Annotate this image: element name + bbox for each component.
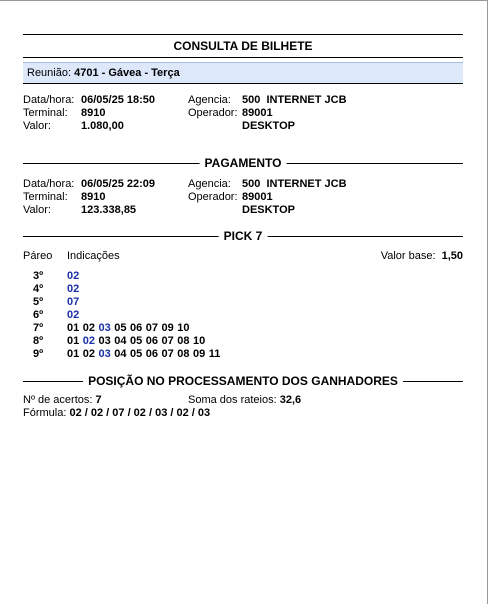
pick-row-pareo: 9º: [33, 348, 44, 360]
indicacao-number: 02: [67, 309, 80, 321]
pagamento-terminal-label: Terminal:: [23, 191, 68, 203]
bilhete-operador-label: Operador:: [188, 107, 238, 119]
indicacao-number: 07: [67, 296, 80, 308]
posicao-section-header: [23, 374, 463, 388]
indicacao-number: 03: [98, 335, 111, 347]
title-bottom-rule: [23, 57, 463, 58]
valor-base: [381, 250, 463, 263]
bilhete-terminal: 8910: [81, 107, 106, 119]
indicacao-number: 10: [193, 335, 206, 347]
reuniao-label: Reunião:: [27, 67, 72, 79]
indicacao-number: 06: [145, 335, 158, 347]
pick-section-header: [23, 229, 463, 243]
soma-rateios: [188, 394, 301, 407]
indicacao-number: 01: [67, 348, 80, 360]
indicacao-number: 05: [130, 348, 143, 360]
indicacao-number: 07: [161, 348, 174, 360]
pagamento-valor: 123.338,85: [81, 204, 137, 216]
pagamento-valor-label: Valor:: [23, 204, 51, 216]
indicacao-number: 02: [67, 270, 80, 282]
bilhete-agencia: 500 INTERNET JCB: [242, 94, 347, 106]
acertos-value: 7: [95, 394, 102, 406]
window-top-border: [0, 0, 488, 1]
pagamento-operador-label: Operador:: [188, 191, 238, 203]
pagamento-datahora: 06/05/25 22:09: [81, 178, 156, 190]
indicacao-number: 08: [177, 335, 190, 347]
pagamento-terminal: 8910: [81, 191, 106, 203]
indicacao-number: 09: [193, 348, 206, 360]
indicacao-number: 02: [82, 348, 95, 360]
soma-value: 32,6: [279, 394, 302, 406]
indicacao-number: 04: [114, 348, 127, 360]
pick-row-pareo: 7º: [33, 322, 44, 334]
pagamento-canal: DESKTOP: [242, 204, 295, 216]
pareo-column-header: Páreo: [23, 250, 53, 262]
posicao-title: POSIÇÃO NO PROCESSAMENTO DOS GANHADORES: [83, 374, 403, 388]
bilhete-agencia-label: Agencia:: [188, 94, 231, 106]
bilhete-valor: 1.080,00: [81, 120, 124, 132]
pagamento-agencia-label: Agencia:: [188, 178, 231, 190]
indicacao-number: 09: [161, 322, 174, 334]
bilhete-valor-label: Valor:: [23, 120, 51, 132]
indicacao-number: 07: [161, 335, 174, 347]
formula: [23, 407, 210, 420]
pick-row-indicacoes: [67, 348, 224, 361]
acertos-label: Nº de acertos:: [23, 394, 93, 406]
pick-row-pareo: 6º: [33, 309, 44, 321]
reuniao-value: 4701 - Gávea - Terça: [74, 67, 180, 79]
indicacao-number: 07: [145, 322, 158, 334]
pagamento-datahora-label: Data/hora:: [23, 178, 75, 190]
pagamento-operador: 89001: [242, 191, 273, 203]
page-title: CONSULTA DE BILHETE: [173, 39, 313, 53]
pagamento-title: PAGAMENTO: [200, 156, 287, 170]
pick-row-pareo: 8º: [33, 335, 44, 347]
reuniao-bar: [23, 62, 463, 84]
pick-row-indicacoes: [67, 309, 83, 322]
indicacao-number: 02: [82, 322, 95, 334]
pick-row-indicacoes: [67, 296, 83, 309]
indicacao-number: 01: [67, 322, 80, 334]
pick-row-indicacoes: [67, 270, 83, 283]
indicacao-number: 06: [130, 322, 143, 334]
valor-base-label: Valor base:: [380, 250, 436, 262]
bilhete-datahora-label: Data/hora:: [23, 94, 75, 106]
bilhete-datahora: 06/05/25 18:50: [81, 94, 156, 106]
pagamento-section-header: [23, 156, 463, 170]
pick-row-indicacoes: [67, 322, 193, 335]
indicacao-number: 11: [208, 348, 221, 360]
bilhete-terminal-label: Terminal:: [23, 107, 68, 119]
indicacao-number: 02: [67, 283, 80, 295]
indicacao-number: 02: [82, 335, 95, 347]
bilhete-canal: DESKTOP: [242, 120, 295, 132]
indicacao-number: 04: [114, 335, 127, 347]
indicacao-number: 03: [98, 348, 111, 360]
indicacao-number: 03: [98, 322, 111, 334]
indicacao-number: 06: [145, 348, 158, 360]
pick-row-indicacoes: [67, 335, 209, 348]
indicacao-number: 10: [177, 322, 190, 334]
acertos: [23, 394, 102, 407]
pagamento-agencia: 500 INTERNET JCB: [242, 178, 347, 190]
bilhete-operador: 89001: [242, 107, 273, 119]
pick-row-pareo: 5º: [33, 296, 44, 308]
valor-base-value: 1,50: [441, 250, 463, 262]
formula-label: Fórmula:: [23, 407, 67, 419]
pick-row-indicacoes: [67, 283, 83, 296]
formula-value: 02 / 02 / 07 / 02 / 03 / 02 / 03: [69, 407, 211, 419]
indicacao-number: 05: [114, 322, 127, 334]
pick-title: PICK 7: [219, 229, 268, 243]
indicacao-number: 01: [67, 335, 80, 347]
indicacao-number: 08: [177, 348, 190, 360]
pick-row-pareo: 4º: [33, 283, 44, 295]
pick-row-pareo: 3º: [33, 270, 44, 282]
title-top-rule: [23, 34, 463, 35]
indicacoes-column-header: Indicações: [67, 250, 120, 262]
indicacao-number: 05: [130, 335, 143, 347]
soma-label: Soma dos rateios:: [188, 394, 277, 406]
